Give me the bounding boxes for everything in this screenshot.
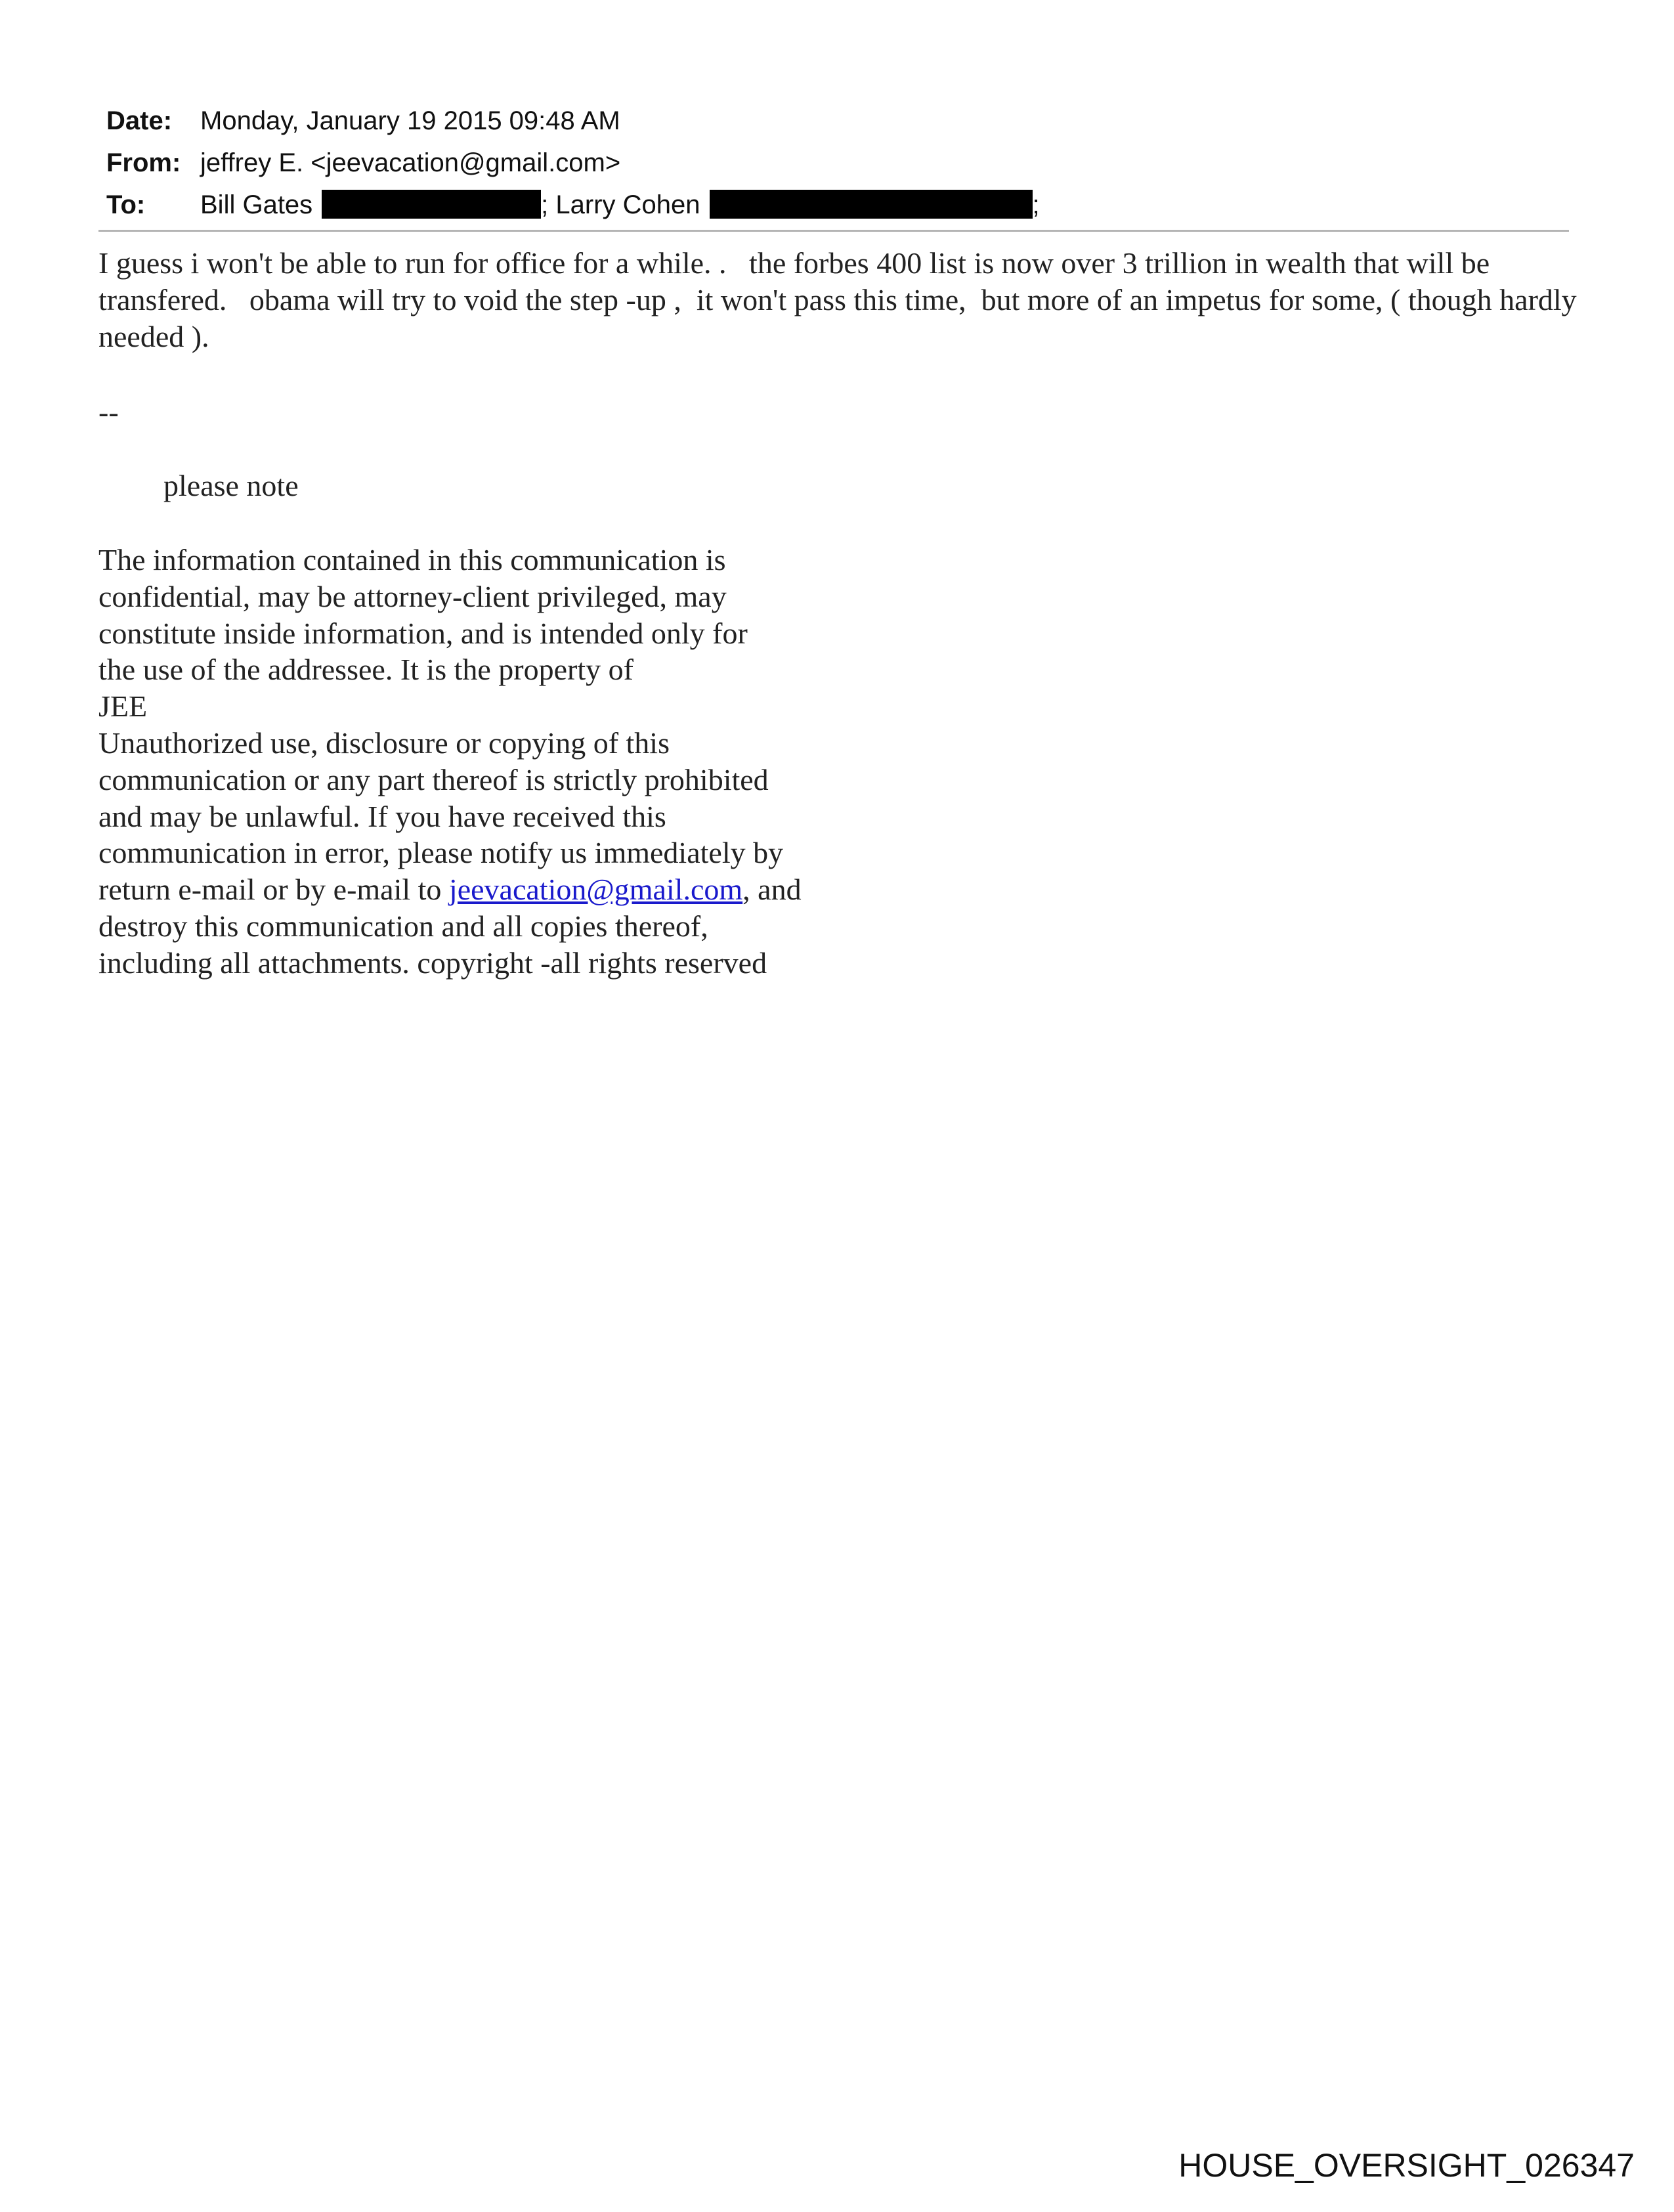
to-label: To: [106,190,146,219]
to-value [200,184,1040,226]
disclaimer-line: constitute inside information, and is intended only for [98,616,748,650]
to-recipient-1: Bill Gates [200,190,313,219]
disclaimer-line: including all attachments. copyright -all rights reserved [98,945,767,980]
redaction-block [322,190,541,219]
date-row [106,100,1570,142]
email-header [106,100,1570,226]
from-value: jeffrey E. <jeevacation@gmail.com> [200,148,621,177]
from-row [106,142,1570,184]
to-separator: ; [541,190,549,219]
body-paragraph: I guess i won't be able to run for office for a while. . the forbes 400 list is now over 3 trillion in wealth that will be transfered. obama will try to void the step -up , it won't pass this time, but more of an impetus for some, ( though hardly needed ). [98,246,1585,353]
disclaimer-line: communication in error, please notify us immediately by [98,836,784,870]
disclaimer-line: The information contained in this communication is [98,543,726,576]
disclaimer-line: confidential, may be attorney-client privileged, may [98,579,727,613]
disclaimer-line: the use of the addressee. It is the property of [98,653,633,687]
signature-dashes: -- [98,395,119,429]
link-prefix: return e-mail or by e-mail to [98,873,449,907]
confidentiality-disclaimer [98,542,926,982]
email-body [98,245,1585,355]
to-recipient-2: Larry Cohen [555,190,700,219]
date-value: Monday, January 19 2015 09:48 AM [200,106,620,135]
header-divider [98,230,1569,232]
redaction-block [710,190,1033,219]
disclaimer-line: and may be unlawful. If you have received this [98,799,666,833]
date-label: Date: [106,106,173,135]
to-end: ; [1032,190,1040,219]
email-link[interactable]: jeevacation@gmail.com [448,873,743,907]
disclaimer-line: communication or any part thereof is strictly prohibited [98,762,769,796]
disclaimer-link-line [98,871,926,908]
bates-number: HOUSE_OVERSIGHT_026347 [1178,2147,1635,2184]
link-suffix: , and [742,873,802,907]
from-label: From: [106,148,181,177]
disclaimer-line: Unauthorized use, disclosure or copying of this [98,726,670,760]
disclaimer-line: JEE [98,689,148,724]
to-row [106,184,1570,226]
please-note: please note [163,469,299,502]
disclaimer-line: destroy this communication and all copies thereof, [98,909,708,943]
